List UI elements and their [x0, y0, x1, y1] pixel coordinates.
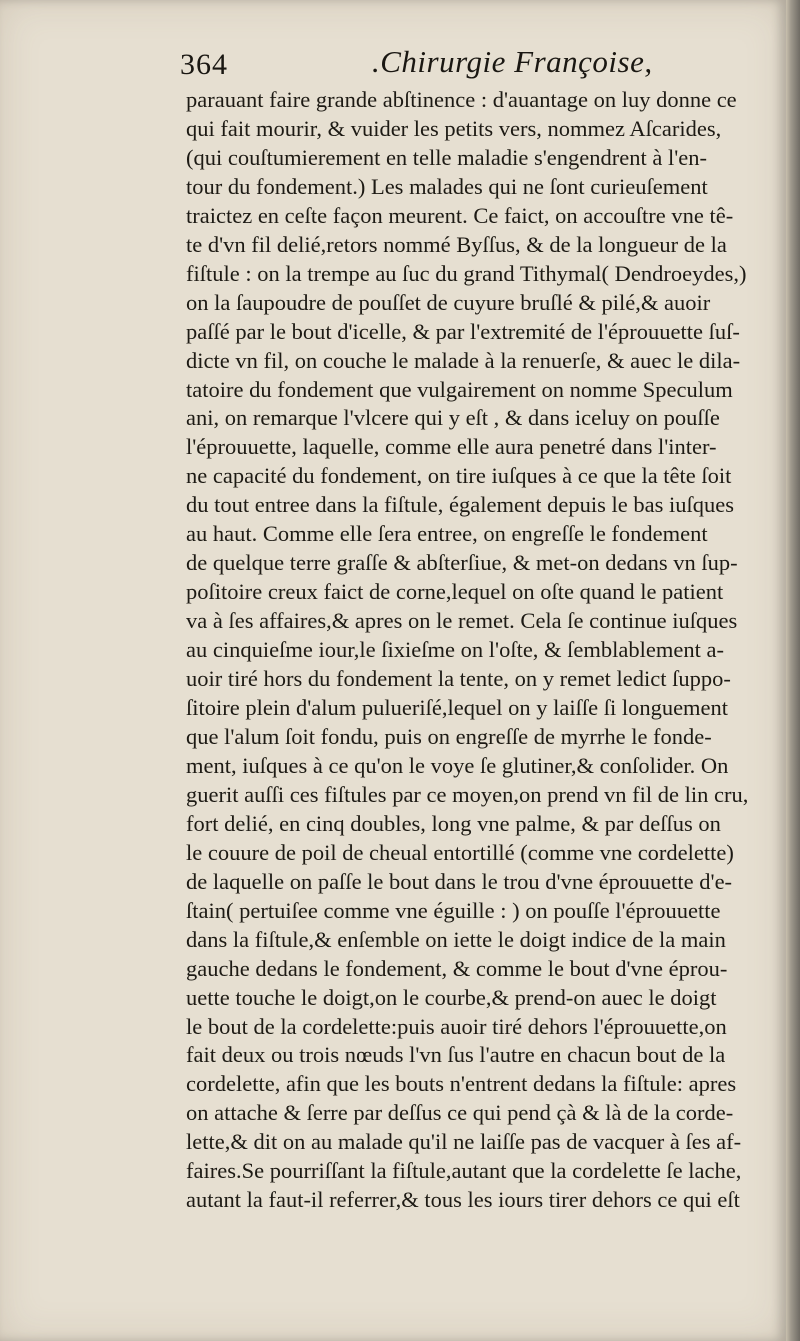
text-line: fiſtule : on la trempe au ſuc du grand Tithymal( Dendroeydes,) — [186, 260, 747, 286]
page-edge — [786, 0, 800, 1341]
text-line: guerit auſſi ces fiſtules par ce moyen,on prend vn fil de lin cru, — [186, 781, 749, 807]
text-line: dicte vn fil, on couche le malade à la renuerſe, & auec le dila- — [186, 347, 741, 373]
text-line: ani, on remarque l'vlcere qui y eſt , & dans iceluy on pouſſe — [186, 405, 720, 431]
text-line: fort delié, en cinq doubles, long vne palme, & par deſſus on — [186, 810, 721, 836]
text-line: gauche dedans le fondement, & comme le bout d'vne éprou- — [186, 955, 728, 981]
text-line: du tout entree dans la fiſtule, également depuis le bas iuſques — [186, 492, 734, 518]
text-line: on attache & ſerre par deſſus ce qui pend çà & là de la corde- — [186, 1100, 734, 1126]
text-line: faires.Se pourriſſant la fiſtule,autant que la cordelette ſe lache, — [186, 1158, 742, 1184]
running-title: .Chirurgie Françoise, — [372, 44, 653, 79]
text-line: te d'vn fil delié,retors nommé Byſſus, & de la longueur de la — [186, 231, 727, 257]
text-line: lette,& dit on au malade qu'il ne laiſſe pas de vacquer à ſes af- — [186, 1129, 742, 1155]
text-line: de laquelle on paſſe le bout dans le trou d'vne éprouuette d'e- — [186, 868, 733, 894]
text-line: cordelette, afin que les bouts n'entrent dedans la fiſtule: apres — [186, 1071, 737, 1097]
text-line: au haut. Comme elle ſera entree, on engreſſe le fondement — [186, 521, 708, 547]
text-line: le couure de poil de cheual entortillé (comme vne cordelette) — [186, 839, 734, 865]
text-line: ment, iuſques à ce qu'on le voye ſe glutiner,& conſolider. On — [186, 752, 729, 778]
text-line: uette touche le doigt,on le courbe,& prend-on auec le doigt — [186, 984, 717, 1010]
text-line: au cinquieſme iour,le ſixieſme on l'oſte, & ſemblablement a- — [186, 637, 724, 663]
text-line: que l'alum ſoit fondu, puis on engreſſe de myrrhe le fonde- — [186, 723, 712, 749]
text-line: parauant faire grande abſtinence : d'auantage on luy donne ce — [186, 87, 737, 112]
text-line: traictez en ceſte façon meurent. Ce faict, on accouſtre vne tê- — [186, 202, 734, 228]
text-line: tour du fondement.) Les malades qui ne ſont curieuſement — [186, 173, 708, 199]
text-line: paſſé par le bout d'icelle, & par l'extremité de l'éprouuette ſuſ- — [186, 318, 740, 344]
page-number: 364 — [180, 48, 228, 81]
text-line: ſtain( pertuiſee comme vne éguille : ) on pouſſe l'éprouuette — [186, 897, 721, 923]
text-line: fait deux ou trois nœuds l'vn ſus l'autre en chacun bout de la — [186, 1042, 726, 1068]
text-line: le bout de la cordelette:puis auoir tiré dehors l'éprouuette,on — [186, 1013, 727, 1039]
text-line: l'éprouuette, laquelle, comme elle aura penetré dans l'inter- — [186, 434, 717, 460]
text-line: va à ſes affaires,& apres on le remet. Cela ſe continue iuſques — [186, 608, 738, 634]
text-line: tatoire du fondement que vulgairement on nomme Speculum — [186, 376, 733, 402]
page-header — [180, 44, 740, 90]
text-line: de quelque terre graſſe & abſterſiue, & met-on dedans vn ſup- — [186, 550, 738, 576]
text-line: uoir tiré hors du fondement la tente, on y remet ledict ſuppo- — [186, 666, 731, 692]
text-line: qui fait mourir, & vuider les petits vers, nommez Aſcarides, — [186, 115, 722, 141]
text-line: dans la fiſtule,& enſemble on iette le doigt indice de la main — [186, 926, 726, 952]
text-line: on la ſaupoudre de pouſſet de cuyure bruſlé & pilé,& auoir — [186, 289, 711, 315]
text-line: autant la faut-il referrer,& tous les iours tirer dehors ce qui eſt — [186, 1187, 740, 1213]
text-line: ne capacité du fondement, on tire iuſques à ce que la tête ſoit — [186, 463, 732, 489]
text-line: (qui couſtumierement en telle maladie s'engendrent à l'en- — [186, 144, 708, 170]
text-line: poſitoire creux faict de corne,lequel on oſte quand le patient — [186, 579, 724, 605]
body-text — [186, 86, 786, 1215]
text-line: ſitoire plein d'alum pulueriſé,lequel on y laiſſe ſi longuement — [186, 695, 729, 721]
